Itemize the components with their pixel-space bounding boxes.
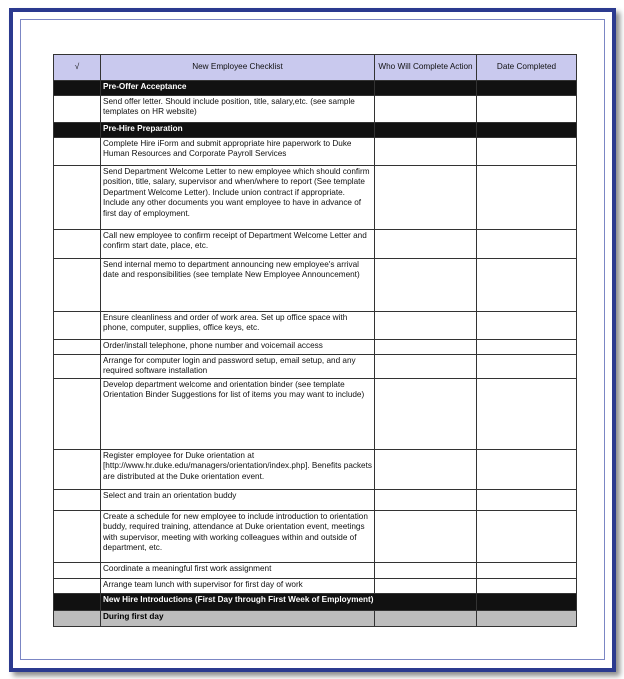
check-cell[interactable] bbox=[54, 96, 101, 123]
table-row bbox=[54, 259, 577, 312]
section-row-new-hire-introductions bbox=[54, 593, 577, 610]
table-row bbox=[54, 578, 577, 593]
table-row bbox=[54, 138, 577, 166]
check-cell[interactable] bbox=[54, 230, 101, 259]
table-row bbox=[54, 562, 577, 578]
section-row-pre-hire bbox=[54, 123, 577, 138]
date-cell[interactable] bbox=[477, 312, 577, 340]
item-text: Register employee for Duke orientation at [http://www.hr.duke.edu/managers/orientation/index.php]. Benefits packets are distributed at the Duke orientation event. bbox=[101, 449, 375, 489]
check-cell[interactable] bbox=[54, 378, 101, 449]
item-text: Arrange for computer login and password setup, email setup, and any required software installation bbox=[101, 355, 375, 379]
section-title: Pre-Offer Acceptance bbox=[101, 81, 375, 96]
who-cell[interactable] bbox=[375, 166, 477, 230]
check-cell[interactable] bbox=[54, 340, 101, 355]
table-row bbox=[54, 230, 577, 259]
date-cell[interactable] bbox=[477, 166, 577, 230]
item-text: Complete Hire iForm and submit appropriate hire paperwork to Duke Human Resources and Corporate Payroll Services bbox=[101, 138, 375, 166]
who-cell[interactable] bbox=[375, 312, 477, 340]
date-cell[interactable] bbox=[477, 230, 577, 259]
date-cell[interactable] bbox=[477, 259, 577, 312]
table-row bbox=[54, 378, 577, 449]
table-row bbox=[54, 340, 577, 355]
header-check: √ bbox=[54, 55, 101, 81]
item-text: Order/install telephone, phone number and voicemail access bbox=[101, 340, 375, 355]
who-cell[interactable] bbox=[375, 562, 477, 578]
new-employee-checklist-table bbox=[53, 54, 577, 627]
item-text: Send Department Welcome Letter to new employee which should confirm position, title, salary, supervisor and when/where to report (See template Department Welcome Letter). Include union contract if appropriate. Include any other documents you want employee to have in advance of first day of employment. bbox=[101, 166, 375, 230]
who-cell[interactable] bbox=[375, 340, 477, 355]
subsection-title: During first day bbox=[101, 610, 375, 626]
date-cell[interactable] bbox=[477, 510, 577, 562]
header-item: New Employee Checklist bbox=[101, 55, 375, 81]
who-cell[interactable] bbox=[375, 259, 477, 312]
check-cell[interactable] bbox=[54, 449, 101, 489]
date-cell[interactable] bbox=[477, 138, 577, 166]
date-cell[interactable] bbox=[477, 489, 577, 510]
check-cell[interactable] bbox=[54, 138, 101, 166]
item-text: Arrange team lunch with supervisor for first day of work bbox=[101, 578, 375, 593]
item-text: Coordinate a meaningful first work assignment bbox=[101, 562, 375, 578]
table-row bbox=[54, 449, 577, 489]
check-cell[interactable] bbox=[54, 166, 101, 230]
who-cell[interactable] bbox=[375, 510, 477, 562]
date-cell[interactable] bbox=[477, 355, 577, 379]
item-text: Send offer letter. Should include position, title, salary,etc. (see sample templates on HR website) bbox=[101, 96, 375, 123]
subsection-row bbox=[54, 610, 577, 626]
item-text: Develop department welcome and orientation binder (see template Orientation Binder Suggestions for list of items you may want to include) bbox=[101, 378, 375, 449]
date-cell[interactable] bbox=[477, 562, 577, 578]
table-row bbox=[54, 96, 577, 123]
check-cell[interactable] bbox=[54, 259, 101, 312]
table-row bbox=[54, 312, 577, 340]
date-cell[interactable] bbox=[477, 340, 577, 355]
table-row bbox=[54, 510, 577, 562]
date-cell[interactable] bbox=[477, 449, 577, 489]
who-cell[interactable] bbox=[375, 138, 477, 166]
date-cell[interactable] bbox=[477, 96, 577, 123]
header-who: Who Will Complete Action bbox=[375, 55, 477, 81]
check-cell[interactable] bbox=[54, 562, 101, 578]
section-title: New Hire Introductions (First Day through First Week of Employment) bbox=[101, 593, 477, 610]
check-cell[interactable] bbox=[54, 578, 101, 593]
date-cell[interactable] bbox=[477, 578, 577, 593]
check-cell[interactable] bbox=[54, 355, 101, 379]
check-cell[interactable] bbox=[54, 489, 101, 510]
section-title: Pre-Hire Preparation bbox=[101, 123, 375, 138]
item-text: Call new employee to confirm receipt of Department Welcome Letter and confirm start date, place, etc. bbox=[101, 230, 375, 259]
item-text: Ensure cleanliness and order of work area. Set up office space with phone, computer, supplies, office keys, etc. bbox=[101, 312, 375, 340]
table-row bbox=[54, 489, 577, 510]
table-row bbox=[54, 166, 577, 230]
who-cell[interactable] bbox=[375, 449, 477, 489]
item-text: Send internal memo to department announcing new employee's arrival date and responsibilities (see template New Employee Announcement) bbox=[101, 259, 375, 312]
item-text: Select and train an orientation buddy bbox=[101, 489, 375, 510]
who-cell[interactable] bbox=[375, 230, 477, 259]
who-cell[interactable] bbox=[375, 378, 477, 449]
item-text: Create a schedule for new employee to include introduction to orientation buddy, required training, attendance at Duke orientation event, meetings with supervisor, meeting with working colleagues within and outside of department, etc. bbox=[101, 510, 375, 562]
check-cell[interactable] bbox=[54, 510, 101, 562]
who-cell[interactable] bbox=[375, 489, 477, 510]
who-cell[interactable] bbox=[375, 96, 477, 123]
date-cell[interactable] bbox=[477, 378, 577, 449]
section-row-pre-offer bbox=[54, 81, 577, 96]
check-cell[interactable] bbox=[54, 312, 101, 340]
header-date: Date Completed bbox=[477, 55, 577, 81]
table-row bbox=[54, 355, 577, 379]
who-cell[interactable] bbox=[375, 578, 477, 593]
header-row bbox=[54, 55, 577, 81]
who-cell[interactable] bbox=[375, 355, 477, 379]
